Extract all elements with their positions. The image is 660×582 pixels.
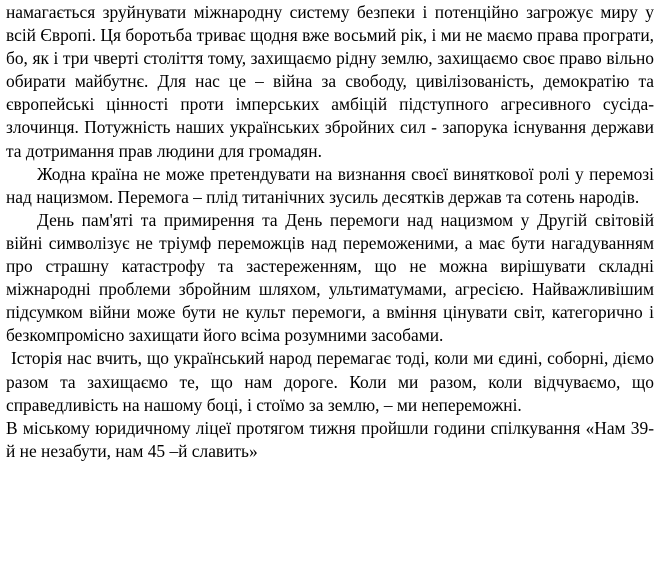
paragraph-lyceum-event: В міському юридичному ліцеї протягом тижня пройшли години спілкування «Нам 39-й не незабути, нам 45 –й славить» (6, 417, 654, 461)
paragraph-history-lesson: Історія нас вчить, що український народ перемагає тоді, коли ми єдині, соборні, діємо разом та захищаємо те, що нам дороге. Коли ми разом, коли відчуваємо, що справедливість на нашому боці, і стоїмо за землю, – ми непереможні. (6, 348, 654, 415)
paragraph-security-threat: намагається зруйнувати міжнародну систему безпеки і потенційно загрожує миру у всій Європі. Ця боротьба триває щодня вже восьмий рік, і ми не маємо права програти, бо, як і три чверті століття тому, захищаємо рідну землю, захищаємо своє право вільно обирати майбутнє. Для нас це – війна за свободу, цивілізованість, демократію та європейські цінності проти імперських амбіцій підступного агресивного сусіда-злочинця. Потужність наших українських збройних сил - запорука існування держави та дотримання прав людини для громадян. (6, 2, 654, 161)
paragraph-remembrance-day: День пам'яті та примирення та День перемоги над нацизмом у Другій світовій війні символізує не тріумф переможців над переможеними, а має бути нагадуванням про страшну катастрофу та застереженням, що не можна вирішувати складні міжнародні проблеми збройним шляхом, ультиматумами, агресією. Найважливішим підсумком війни може бути не культ перемоги, а вміння цінувати світ, категорично і безкомпромісно захищати його всіма розумними засобами. (6, 209, 654, 346)
paragraph-victory-role: Жодна країна не може претендувати на визнання своєї виняткової ролі у перемозі над нацизмом. Перемога – плід титанічних зусиль десятків держав та сотень народів. (6, 163, 654, 207)
